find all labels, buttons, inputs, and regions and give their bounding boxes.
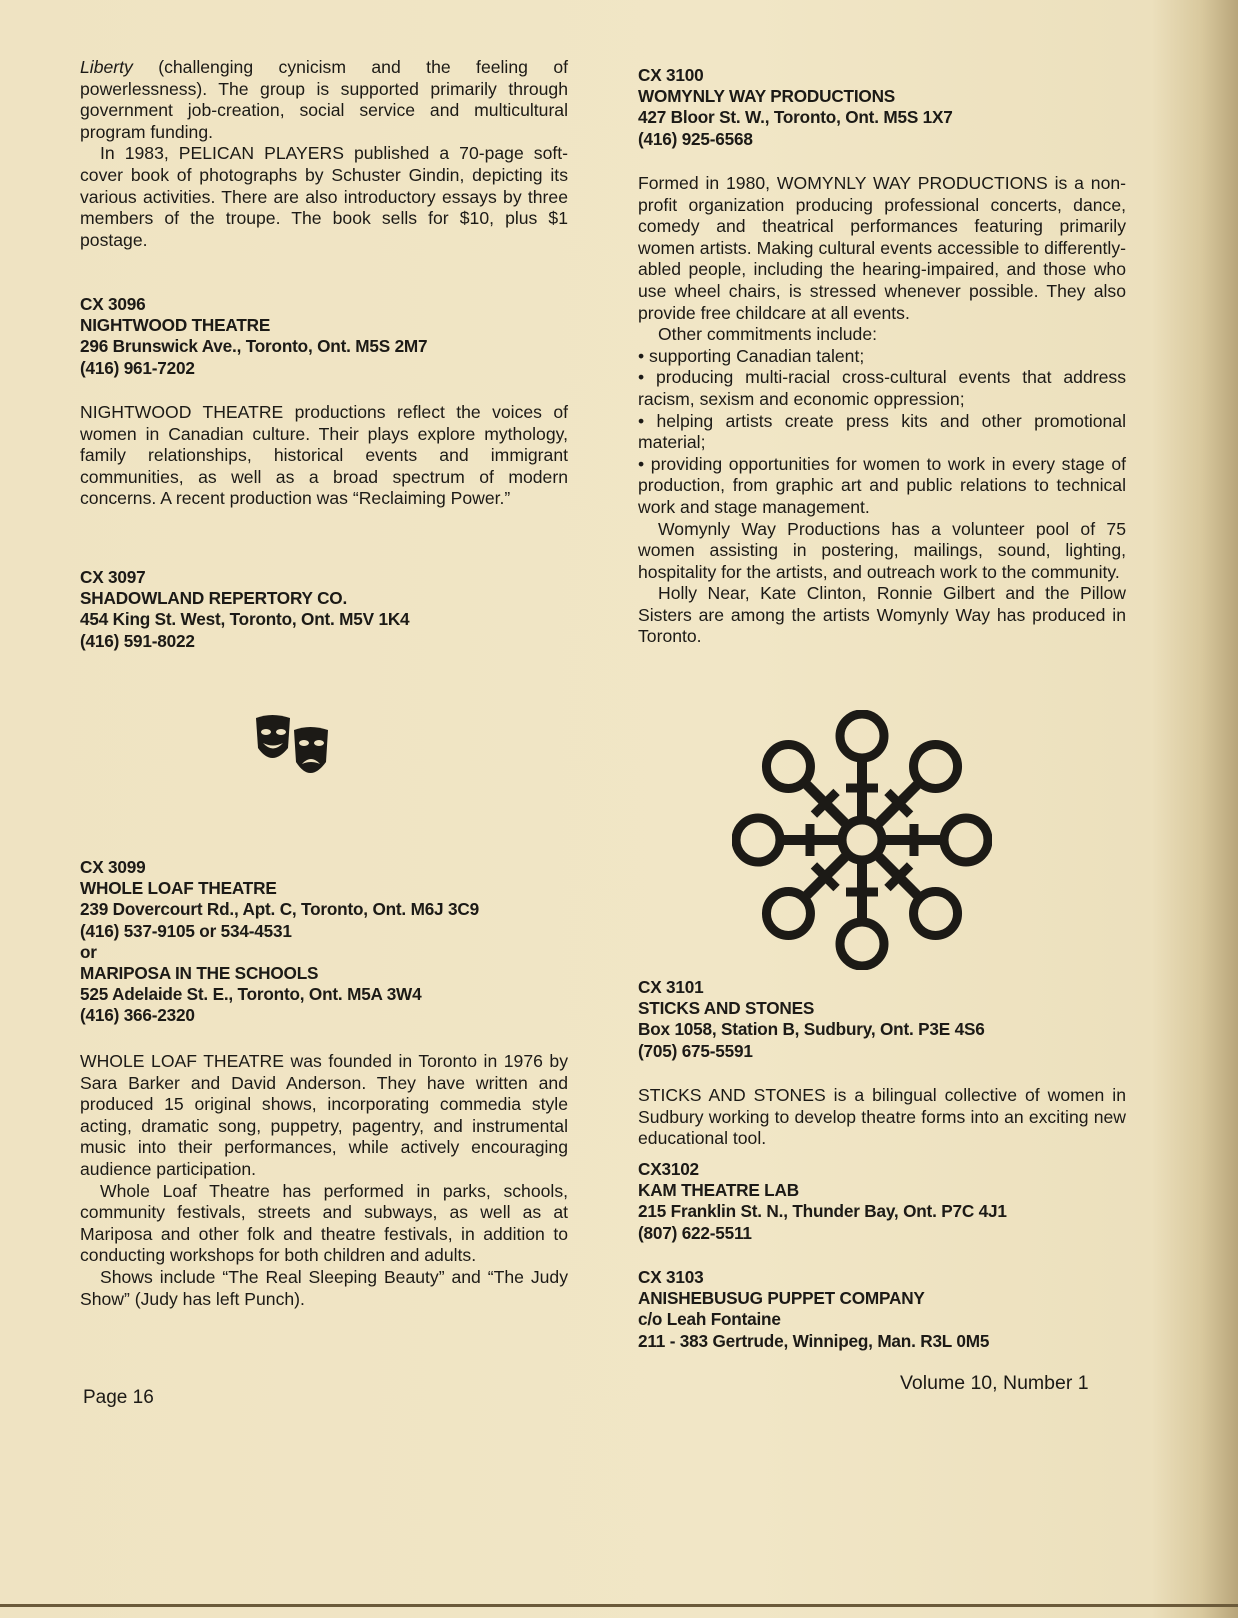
paragraph: WHOLE LOAF THEATRE was founded in Toronto in 1976 by Sara Barker and David Anderson. They have written and produced 15 original shows, incorporating commedia style acting, dramatic song, puppetry, pagentry, and instrumental music into their performances, while actively encouraging audience participation. <box>80 1051 568 1179</box>
venus-ring <box>914 892 958 936</box>
logo-center-ring <box>842 820 882 860</box>
listing-name: WOMYNLY WAY PRODUCTIONS <box>638 86 896 107</box>
venus-ring <box>736 818 780 862</box>
paragraph-text: (challenging cynicism and the feeling of powerlessness). The group is supported primarily through government job-creation, social service and multicultural program funding. <box>80 57 568 142</box>
bullet-item: • helping artists create press kits and other promotional material; <box>638 410 1126 453</box>
paragraph: Other commitments include: <box>658 324 878 345</box>
listing-code: CX 3103 <box>638 1267 704 1287</box>
listing-address: 215 Franklin St. N., Thunder Bay, Ont. P7C 4J1 <box>638 1201 1007 1222</box>
listing-cx3101-header <box>638 977 1126 1062</box>
listing-name: STICKS AND STONES <box>638 998 815 1019</box>
listing-cx3097-header <box>80 567 568 652</box>
listing-code: CX 3100 <box>638 65 704 85</box>
paragraph <box>80 57 568 143</box>
venus-ring <box>914 744 958 788</box>
listing-name: ANISHEBUSUG PUPPET COMPANY <box>638 1288 925 1309</box>
listing-or: or <box>80 941 97 962</box>
listing-address: 525 Adelaide St. E., Toronto, Ont. M5A 3W4 <box>80 984 422 1005</box>
listing-address: 296 Brunswick Ave., Toronto, Ont. M5S 2M7 <box>80 336 428 357</box>
listing-cx3102-header <box>638 1159 1126 1244</box>
listing-address: Box 1058, Station B, Sudbury, Ont. P3E 4S6 <box>638 1019 985 1040</box>
listing-cx3100-desc <box>638 173 1126 648</box>
paragraph: NIGHTWOOD THEATRE productions reflect the voices of women in Canadian culture. Their plays explore mythology, family relationships, historical events and immigrant communities, as well as a broad spectrum of modern concerns. A recent production was “Reclaiming Power.” <box>80 402 568 509</box>
paragraph: Shows include “The Real Sleeping Beauty” and “The Judy Show” (Judy has left Punch). <box>80 1266 568 1309</box>
listing-cx3096-desc <box>80 402 568 510</box>
theatre-masks-icon <box>250 710 335 790</box>
listing-phone: (807) 622-5511 <box>638 1222 752 1243</box>
listing-phone: (416) 591-8022 <box>80 630 195 651</box>
paragraph: Holly Near, Kate Clinton, Ronnie Gilbert and the Pillow Sisters are among the artists Womynly Way has produced in Toronto. <box>638 583 1126 647</box>
listing-cx3100-header <box>638 65 1126 150</box>
bullet-item: • supporting Canadian talent; <box>638 345 865 366</box>
listing-phone: (416) 961-7202 <box>80 357 195 378</box>
listing-code: CX3102 <box>638 1159 699 1179</box>
listing-cx3096-header <box>80 294 568 379</box>
listing-code: CX 3096 <box>80 294 146 314</box>
bullet-item: • producing multi-racial cross-cultural events that address racism, sexism and economic oppression; <box>638 367 1126 409</box>
italic-title: Liberty <box>80 57 133 77</box>
venus-ring <box>766 744 810 788</box>
listing-code: CX 3101 <box>638 977 704 997</box>
paragraph: Formed in 1980, WOMYNLY WAY PRODUCTIONS is a non-profit organization producing professional concerts, dance, comedy and theatrical performances featuring primarily women artists. Making cultural events accessible to differently-abled people, including the hearing-impaired, and those who use wheel chairs, is stressed whenever possible. They also provide free childcare at all events. <box>638 173 1126 323</box>
venus-ring <box>944 818 988 862</box>
listing-name: SHADOWLAND REPERTORY CO. <box>80 588 348 609</box>
listing-cx3099-desc <box>80 1051 568 1310</box>
listing-phone: (416) 366-2320 <box>80 1005 195 1026</box>
listing-name: MARIPOSA IN THE SCHOOLS <box>80 963 319 984</box>
venus-ring <box>766 892 810 936</box>
listing-name: KAM THEATRE LAB <box>638 1180 799 1201</box>
listing-phone: (705) 675-5591 <box>638 1040 753 1061</box>
listing-address: 427 Bloor St. W., Toronto, Ont. M5S 1X7 <box>638 107 953 128</box>
page-edge <box>0 1604 1238 1607</box>
listing-name: NIGHTWOOD THEATRE <box>80 315 271 336</box>
listing-address: 239 Dovercourt Rd., Apt. C, Toronto, Ont. M6J 3C9 <box>80 899 479 920</box>
venus-ring <box>840 714 884 758</box>
listing-address: c/o Leah Fontaine <box>638 1309 781 1330</box>
paragraph: STICKS AND STONES is a bilingual collective of women in Sudbury working to develop theatre forms into an exciting new educational tool. <box>638 1085 1126 1149</box>
listing-cx3099-header <box>80 857 568 1027</box>
listing-cx3103-header <box>638 1267 1126 1352</box>
paragraph: Whole Loaf Theatre has performed in parks, schools, community festivals, streets and subways, as well as at Mariposa and other folk and theatre festivals, in addition to conducting workshops for both children and adults. <box>80 1180 568 1266</box>
listing-phone: (416) 925-6568 <box>638 128 753 149</box>
listing-code: CX 3099 <box>80 857 146 877</box>
paragraph: In 1983, PELICAN PLAYERS published a 70-page soft-cover book of photographs by Schuster Gindin, depicting its various activities. There are also introductory essays by three members of the troupe. The book sells for $10, plus $1 postage. <box>80 143 568 250</box>
listing-phone: (416) 537-9105 or 534-4531 <box>80 920 292 941</box>
listing-name: WHOLE LOAF THEATRE <box>80 878 277 899</box>
bullet-item: • providing opportunities for women to work in every stage of production, from graphic art and public relations to technical work and stage management. <box>638 453 1126 517</box>
listing-phone: 211 - 383 Gertrude, Winnipeg, Man. R3L 0M5 <box>638 1330 990 1351</box>
intro-text <box>80 57 568 251</box>
womens-symbol-logo-icon <box>732 710 992 970</box>
listing-code: CX 3097 <box>80 567 146 587</box>
paragraph: Womynly Way Productions has a volunteer pool of 75 women assisting in postering, mailings, sound, lighting, hospitality for the artists, and outreach work to the community. <box>638 518 1126 582</box>
volume-number: Volume 10, Number 1 <box>900 1372 1089 1394</box>
listing-address: 454 King St. West, Toronto, Ont. M5V 1K4 <box>80 609 410 630</box>
listing-cx3101-desc <box>638 1085 1126 1150</box>
venus-ring <box>840 922 884 966</box>
page-number: Page 16 <box>83 1387 154 1408</box>
